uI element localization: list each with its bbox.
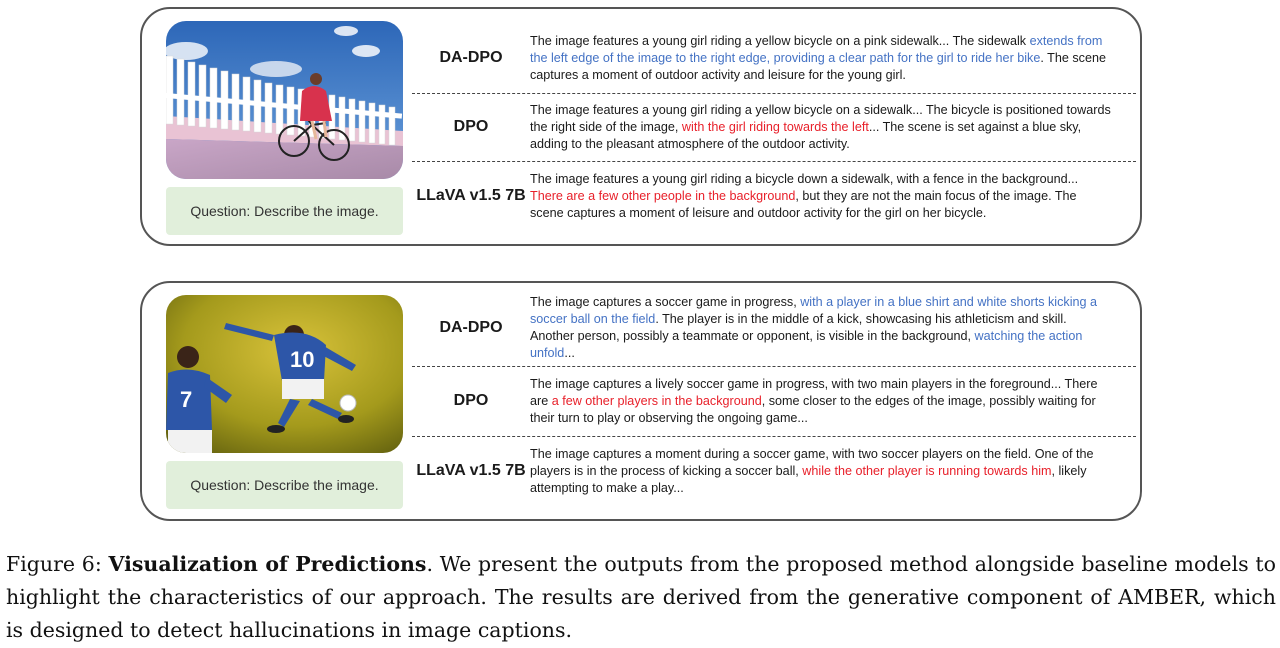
prediction-text bbox=[530, 366, 1112, 436]
highlight-correct: with a player in a blue shirt and white shorts kicking a soccer ball on the field bbox=[530, 294, 1098, 326]
prediction-row-da-dpo bbox=[412, 23, 1136, 94]
text-segment: , some closer to the edges of the image, possibly waiting for their turn to play or observing the ongoing game... bbox=[530, 393, 1096, 425]
prediction-row-da-dpo bbox=[412, 289, 1136, 367]
photo-soccer-players bbox=[166, 295, 403, 453]
model-name: LLaVA v1.5 7B bbox=[416, 462, 526, 479]
caption-text: . We present the outputs from the proposed method alongside baseline models to highlight the characteristics of our approach. The results are derived from the generative component of AMBER, which is designed to detect hallucinations in image captions. bbox=[6, 552, 1276, 642]
svg-text:10: 10 bbox=[290, 347, 315, 372]
question-box: Question: Describe the image. bbox=[166, 461, 403, 509]
model-name: DA-DPO bbox=[439, 49, 503, 66]
text-segment: . The player is in the middle of a kick, showcasing his athleticism and skill. Another person, possibly a teammate or opponent, is visible in the background, bbox=[530, 311, 1067, 343]
prediction-text bbox=[530, 437, 1112, 505]
photo-girl-on-bicycle bbox=[166, 21, 403, 179]
caption-label: Figure 6: bbox=[6, 552, 102, 576]
text-segment: The image features a young girl riding a yellow bicycle on a sidewalk... The bicycle is positioned towards the right side of the image, bbox=[530, 102, 1111, 134]
example-panel-soccer bbox=[140, 281, 1142, 521]
highlight-hallucination: a few other players in the background bbox=[551, 393, 762, 408]
soccer-scene-illustration bbox=[166, 295, 403, 453]
model-name: DA-DPO bbox=[439, 318, 503, 336]
prediction-text bbox=[530, 162, 1112, 230]
text-segment: . The scene captures a moment of outdoor activity and leisure for the young girl. bbox=[530, 50, 1106, 82]
caption-title: Visualization of Predictions bbox=[108, 552, 427, 576]
prediction-row-dpo bbox=[412, 93, 1136, 162]
text-segment: ... bbox=[564, 345, 575, 360]
text-segment: The image features a young girl riding a bicycle down a sidewalk, with a fence in the background... bbox=[530, 171, 1079, 186]
highlight-hallucination: while the other player is running towards him bbox=[802, 463, 1052, 478]
svg-text:7: 7 bbox=[180, 387, 193, 412]
highlight-hallucination: with the girl riding towards the left bbox=[681, 119, 869, 134]
model-name: LLaVA v1.5 7B bbox=[416, 187, 526, 204]
text-segment: The image captures a soccer game in progress, bbox=[530, 294, 801, 309]
prediction-row-llava bbox=[412, 437, 1136, 505]
soccer-ball bbox=[340, 395, 356, 411]
prediction-text bbox=[530, 23, 1112, 93]
text-segment: The image features a young girl riding a yellow bicycle on a pink sidewalk... The sidewalk bbox=[530, 33, 1030, 48]
model-name: DPO bbox=[453, 392, 489, 409]
highlight-correct: extends from the left edge of the image to the right edge, providing a clear path for the girl to ride her bike bbox=[530, 33, 1103, 65]
bicycle-scene-illustration bbox=[166, 21, 403, 179]
model-name: DPO bbox=[453, 118, 489, 135]
prediction-text bbox=[530, 93, 1112, 161]
text-segment: ... The scene is set against a blue sky, adding to the pleasant atmosphere of the outdoor activity. bbox=[530, 119, 1082, 151]
highlight-correct: watching the action unfold bbox=[530, 328, 1083, 360]
text-segment: , likely attempting to make a play... bbox=[530, 463, 1087, 495]
prediction-row-dpo bbox=[412, 366, 1136, 437]
text-segment: The image captures a lively soccer game in progress, with two main players in the foreground... There are bbox=[530, 376, 1098, 408]
figure-caption bbox=[6, 548, 1276, 647]
prediction-text bbox=[530, 289, 1112, 366]
text-segment: The image captures a moment during a soccer game, with two soccer players on the field. One of the players is in the process of kicking a soccer ball, bbox=[530, 446, 1094, 478]
example-panel-bicycle bbox=[140, 7, 1142, 246]
prediction-row-llava bbox=[412, 162, 1136, 230]
text-segment: , but they are not the main focus of the image. The scene captures a moment of leisure and outdoor activity for the girl on her bicycle. bbox=[530, 188, 1077, 220]
highlight-hallucination: There are a few other people in the background bbox=[530, 188, 796, 203]
question-box: Question: Describe the image. bbox=[166, 187, 403, 235]
